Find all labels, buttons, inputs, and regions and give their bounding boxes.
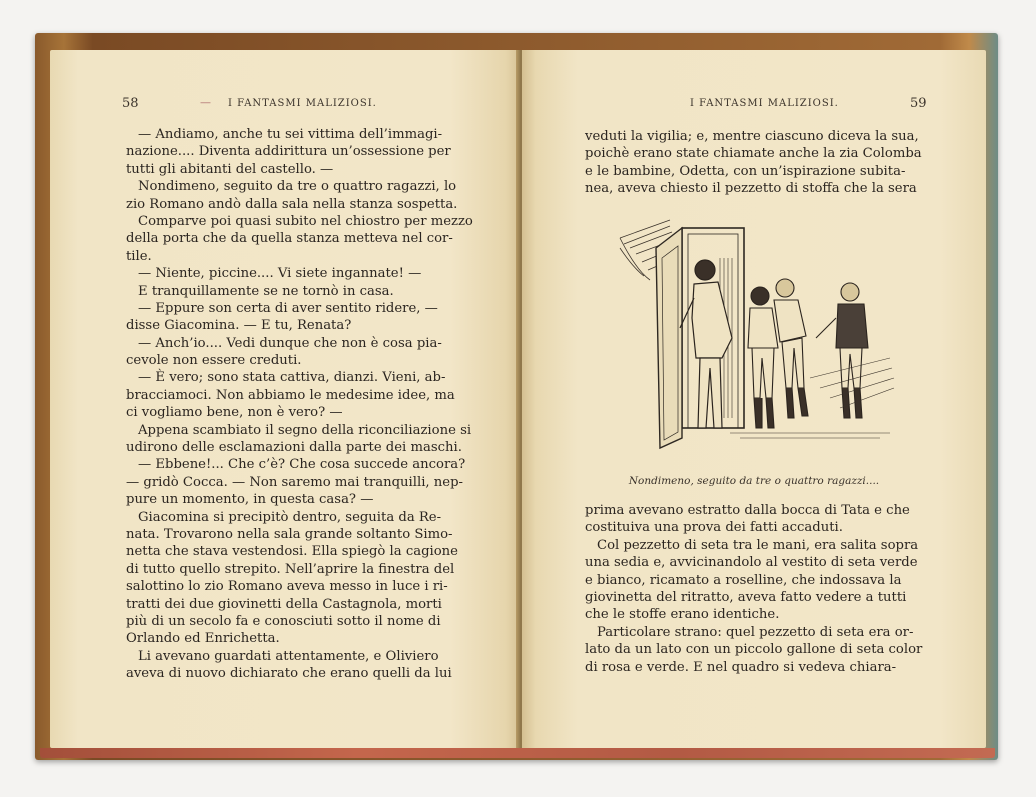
text-line: salottino lo zio Romano aveva messo in luce i ri- xyxy=(126,579,448,595)
text-line: Nondimeno, seguito da tre o quattro ragazzi, lo xyxy=(138,179,457,195)
right-page xyxy=(522,50,986,748)
text-line: — Andiamo, anche tu sei vittima dell’immagi- xyxy=(138,127,443,142)
text-line: — Ebbene!... Che c’è? Che cosa succede ancora? xyxy=(138,457,466,473)
text-line: più di un secolo fa e conosciuti sotto il nome di xyxy=(126,613,441,629)
text-line: E tranquillamente se ne tornò in casa. xyxy=(138,283,394,299)
text-line: disse Giacomina. — E tu, Renata? xyxy=(126,318,352,334)
page-number: 58 xyxy=(122,96,139,111)
text-line: — È vero; sono stata cattiva, dianzi. Vieni, ab- xyxy=(138,370,446,386)
text-line: — Niente, piccine.... Vi siete ingannate! — xyxy=(138,266,422,282)
boy-figure xyxy=(774,279,808,418)
text-line: veduti la vigilia; e, mentre ciascuno diceva la sua, xyxy=(585,129,919,144)
text-line: una sedia e, avvicinandolo al vestito di seta verde xyxy=(585,555,918,571)
boy-figure xyxy=(816,283,868,418)
text-line: lato da un lato con un piccolo gallone di seta color xyxy=(585,642,923,658)
text-line: e le bambine, Odetta, con un’ispirazione subita- xyxy=(585,163,906,179)
text-line: bracciamoci. Non abbiamo le medesime idee, ma xyxy=(126,387,455,403)
text-line: cevole non essere creduti. xyxy=(126,353,302,369)
text-line: nata. Trovarono nella sala grande soltanto Simo- xyxy=(126,526,453,542)
running-head: I FANTASMI MALIZIOSI. xyxy=(690,98,839,109)
text-line: di rosa e verde. E nel quadro si vedeva chiara- xyxy=(585,659,897,675)
text-line: — Eppure son certa di aver sentito ridere, — xyxy=(138,300,438,316)
text-line: — gridò Cocca. — Non saremo mai tranquilli, nep- xyxy=(126,474,464,490)
ornament: — xyxy=(200,96,211,109)
text-line: Orlando ed Enrichetta. xyxy=(126,631,280,647)
text-line: ci vogliamo bene, non è vero? — xyxy=(126,405,343,421)
text-line: Comparve poi quasi subito nel chiostro per mezzo xyxy=(138,213,473,229)
illustration-caption: Nondimeno, seguito da tre o quattro ragazzi.... xyxy=(628,475,880,487)
text-line: e bianco, ricamato a roselline, che indossava la xyxy=(585,572,902,588)
illustration xyxy=(610,218,900,468)
page-number: 59 xyxy=(910,96,927,111)
text-line: tutti gli abitanti del castello. — xyxy=(126,161,334,177)
text-line: nea, aveva chiesto il pezzetto di stoffa che la sera xyxy=(585,181,917,197)
text-line: prima avevano estratto dalla bocca di Tata e che xyxy=(585,503,910,518)
right-body-text-bottom xyxy=(585,502,922,676)
text-line: Li avevano guardati attentamente, e Oliviero xyxy=(138,648,439,664)
text-line: Giacomina si precipitò dentro, seguita da Re- xyxy=(138,509,442,525)
boy-figure xyxy=(748,287,778,428)
running-head: I FANTASMI MALIZIOSI. xyxy=(228,98,377,109)
text-line: costituiva una prova dei fatti accaduti. xyxy=(585,520,843,536)
text-line: netta che stava vestendosi. Ella spiegò la cagione xyxy=(126,544,458,560)
text-line: giovinetta del ritratto, aveva fatto vedere a tutti xyxy=(585,589,907,605)
right-body-text-top xyxy=(585,128,922,198)
text-line: che le stoffe erano identiche. xyxy=(585,607,780,623)
text-line: della porta che da quella stanza metteva nel cor- xyxy=(126,231,453,247)
text-line: zio Romano andò dalla sala nella stanza sospetta. xyxy=(126,196,458,212)
text-line: pure un momento, in questa casa? — xyxy=(126,492,374,508)
book-edge xyxy=(40,748,995,758)
text-line: udirono delle esclamazioni dalla parte dei maschi. xyxy=(126,440,462,456)
text-line: Particolare strano: quel pezzetto di seta era or- xyxy=(597,624,914,640)
text-line: — Anch’io.... Vedi dunque che non è cosa pia- xyxy=(138,335,442,351)
text-line: aveva di nuovo dichiarato che erano quelli da lui xyxy=(126,666,452,682)
text-line: Appena scambiato il segno della riconciliazione si xyxy=(138,422,472,438)
text-line: poichè erano state chiamate anche la zia Colomba xyxy=(585,146,922,162)
left-page xyxy=(50,50,520,748)
text-line: Col pezzetto di seta tra le mani, era salita sopra xyxy=(597,537,919,553)
text-line: di tutto quello strepito. Nell’aprire la finestra del xyxy=(126,561,455,577)
text-line: tile. xyxy=(126,248,152,264)
text-line: tratti dei due giovinetti della Castagnola, morti xyxy=(126,596,442,612)
left-body-text xyxy=(126,126,473,683)
text-line: nazione.... Diventa addirittura un’ossessione per xyxy=(126,144,451,160)
